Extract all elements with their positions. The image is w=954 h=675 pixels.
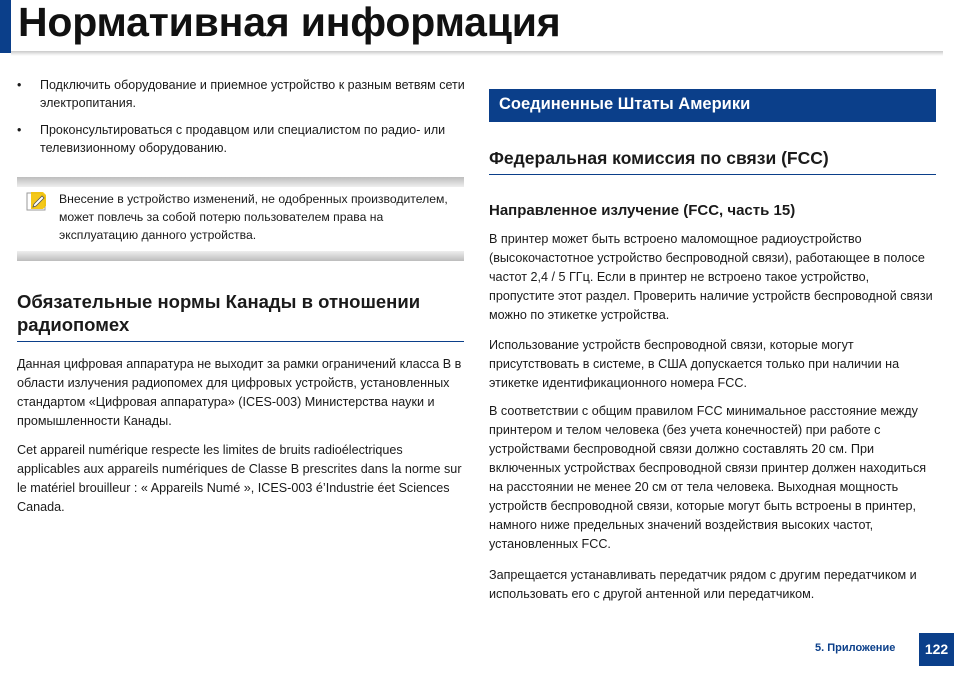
bullet-marker: • xyxy=(17,123,22,137)
note-pencil-icon xyxy=(25,190,47,212)
list-item-text: Проконсультироваться с продавцом или специалистом по радио- или телевизионному оборудованию. xyxy=(40,123,446,155)
canada-heading-rule xyxy=(17,341,464,342)
section-bar-usa: Соединенные Штаты Америки xyxy=(489,89,936,122)
header-divider xyxy=(11,51,943,56)
header-accent-bar xyxy=(0,0,11,53)
note-bottom-band xyxy=(17,251,464,261)
page-number-badge: 122 xyxy=(919,633,954,666)
list-item xyxy=(17,76,465,112)
list-item xyxy=(17,121,465,157)
canada-paragraph: Данная цифровая аппаратура не выходит за рамки ограничений класса B в области излучения радиопомех для цифровых устройств, установленных стандартом «Цифровая аппаратура» (ICES-003) Министерства науки и промышленности Канады. xyxy=(17,357,462,428)
fcc-subheading: Направленное излучение (FCC, часть 15) xyxy=(489,202,796,219)
note-callout xyxy=(17,177,464,261)
footer-section-link[interactable]: 5. Приложение xyxy=(815,642,896,654)
bullet-marker: • xyxy=(17,78,22,92)
note-text: Внесение в устройство изменений, не одобренных производителем, может повлечь за собой потерю пользователем права на эксплуатацию данного устройства. xyxy=(59,192,448,242)
fcc-paragraph-1: В принтер может быть встроено маломощное радиоустройство (высокочастотное устройство беспроводной связи), работающее в полосе частот 2,4 / 5 ГГц. Если в принтер не встроено такое устройство, пропустите этот раздел. Проверить наличие устройств беспроводной связи можно по этикетке устройства. xyxy=(489,232,933,322)
bullet-list xyxy=(17,76,465,166)
note-top-band xyxy=(17,177,464,187)
canada-heading: Обязательные нормы Канады в отношении радиопомех xyxy=(17,291,421,335)
fcc-paragraph-4: Запрещается устанавливать передатчик рядом с другим передатчиком и использовать его с другой антенной или передатчиком. xyxy=(489,568,917,601)
list-item-text: Подключить оборудование и приемное устройство к разным ветвям сети электропитания. xyxy=(40,78,465,110)
page-title: Нормативная информация xyxy=(18,0,561,45)
fcc-heading-rule xyxy=(489,174,936,175)
fcc-paragraph-3: В соответствии с общим правилом FCC минимальное расстояние между принтером и телом человека (без учета конечностей) при работе с устройствами беспроводной связи должно составлять 20 см. При включенных устройствах беспроводной связи принтер должен находиться на расстоянии не менее 20 см от тела человека. Выходная мощность устройств беспроводной связи, которые могут быть встроены в принтер, намного ниже предельных значений воздействия высоких частот, установленных FCC. xyxy=(489,404,927,551)
fcc-heading: Федеральная комиссия по связи (FCC) xyxy=(489,148,829,168)
canada-paragraph-fr: Cet appareil numérique respecte les limites de bruits radioélectriques applicables aux appareils numériques de Classe B prescrites dans la norme sur le matériel brouilleur : « Appareils Numé », ICES-003 é’Industrie éet Sciences Canada. xyxy=(17,443,462,514)
fcc-paragraph-2: Использование устройств беспроводной связи, которые могут присутствовать в системе, в США допускается только при наличии на этикетке идентификационного номера FCC. xyxy=(489,338,900,390)
